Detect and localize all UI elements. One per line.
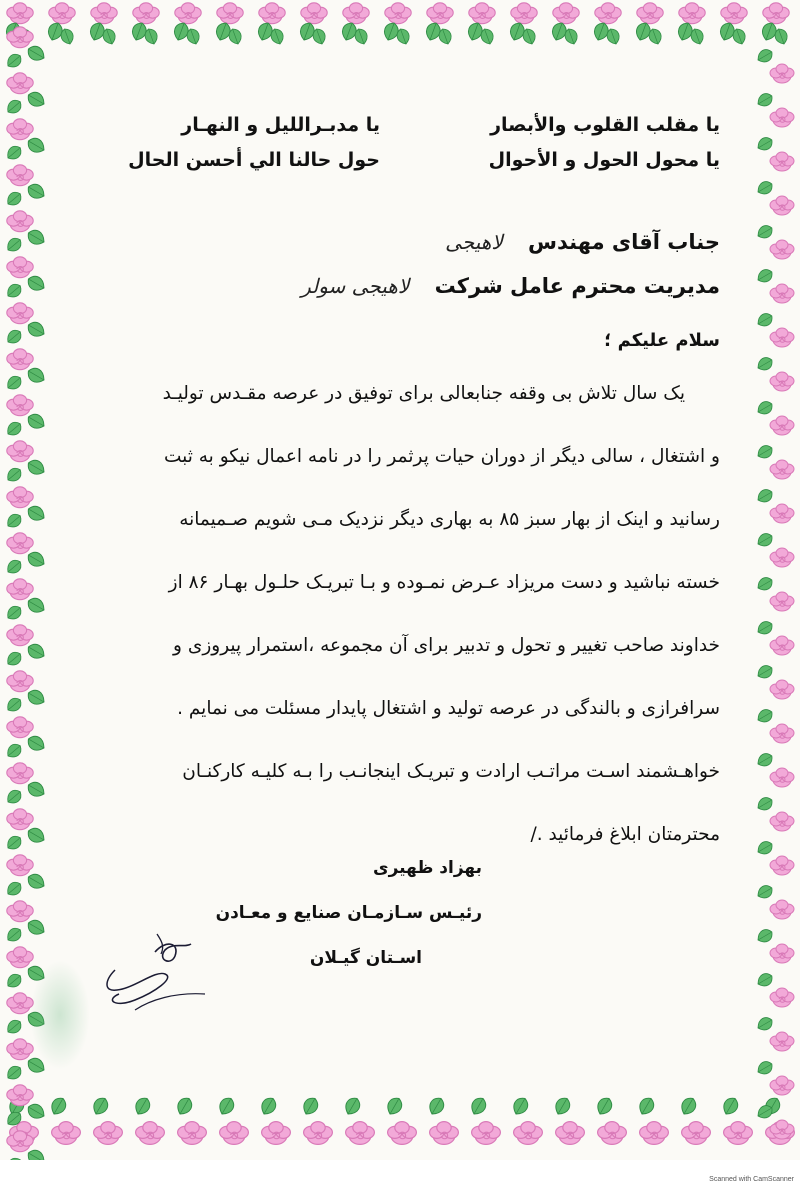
leaf-icon	[25, 825, 47, 846]
leaf-icon	[755, 619, 775, 637]
floral-border-top	[0, 0, 800, 58]
rose-icon	[136, 1122, 165, 1145]
rose-icon	[770, 196, 794, 215]
leaf-icon	[755, 223, 775, 241]
rose-icon	[91, 3, 117, 24]
leaf-icon	[510, 1095, 531, 1117]
leaf-icon	[25, 89, 47, 110]
address-title-1: جناب آقای مهندس	[528, 230, 720, 254]
rose-icon	[511, 3, 537, 24]
floral-border-right-art	[752, 0, 800, 1160]
rose-icon	[7, 763, 33, 784]
rose-icon	[770, 1120, 794, 1139]
leaf-icon	[132, 1095, 153, 1117]
invocation-block	[90, 108, 720, 178]
leaf-icon	[4, 97, 24, 116]
rose-icon	[770, 460, 794, 479]
rose-icon	[7, 671, 33, 692]
rose-icon	[770, 284, 794, 303]
rose-icon	[770, 592, 794, 611]
rose-icon	[7, 901, 33, 922]
rose-icon	[259, 3, 285, 24]
rose-icon	[553, 3, 579, 24]
leaf-icon	[4, 1017, 24, 1036]
rose-icon	[7, 303, 33, 324]
letter-body	[90, 362, 720, 866]
leaf-icon	[258, 1095, 279, 1117]
leaf-icon	[25, 135, 47, 156]
rose-icon	[7, 165, 33, 186]
leaf-icon	[25, 733, 47, 754]
leaf-icon	[4, 925, 24, 944]
rose-icon	[770, 64, 794, 83]
body-line: یک سال تلاش بی وقفه جنابعالی برای توفیق در عرصه مقـدس تولیـد	[162, 383, 685, 404]
rose-icon	[304, 1122, 333, 1145]
rose-icon	[770, 636, 794, 655]
signer-name: بهزاد ظهیری	[373, 858, 482, 878]
rose-icon	[724, 1122, 753, 1145]
leaf-icon	[755, 355, 775, 373]
rose-icon	[770, 900, 794, 919]
invocation-left-1: یا مدبـرالليل و النهـار	[181, 114, 380, 136]
leaf-icon	[25, 871, 47, 892]
rose-icon	[7, 1039, 33, 1060]
leaf-icon	[300, 1095, 321, 1117]
rose-icon	[770, 504, 794, 523]
rose-icon	[770, 1032, 794, 1051]
leaf-icon	[4, 235, 24, 254]
leaf-icon	[25, 641, 47, 662]
leaf-icon	[755, 91, 775, 109]
rose-icon	[640, 1122, 669, 1145]
rose-icon	[7, 27, 33, 48]
leaf-icon	[755, 663, 775, 681]
leaf-icon	[25, 365, 47, 386]
leaf-icon	[755, 1059, 775, 1077]
leaf-icon	[755, 971, 775, 989]
rose-icon	[770, 988, 794, 1007]
rose-icon	[388, 1122, 417, 1145]
rose-icon	[682, 1122, 711, 1145]
invocation-row-2	[90, 143, 720, 178]
rose-icon	[514, 1122, 543, 1145]
rose-icon	[770, 812, 794, 831]
leaf-icon	[720, 1095, 741, 1117]
leaf-icon	[755, 1015, 775, 1033]
leaf-icon	[755, 179, 775, 197]
rose-icon	[7, 119, 33, 140]
handwritten-recipient-name: لاهیجی	[445, 230, 503, 254]
leaf-icon	[755, 1103, 775, 1121]
signer-title: رئیـس سـازمـان صنایع و معـادن	[215, 903, 482, 923]
leaf-icon	[25, 227, 47, 248]
leaf-icon	[552, 1095, 573, 1117]
leaf-icon	[4, 787, 24, 806]
leaf-icon	[4, 465, 24, 484]
floral-border-bottom	[0, 1090, 800, 1160]
leaf-icon	[755, 399, 775, 417]
leaf-icon	[468, 1095, 489, 1117]
rose-icon	[770, 372, 794, 391]
greeting: سلام علیکم ؛	[604, 330, 720, 351]
leaf-icon	[4, 1063, 24, 1082]
leaf-icon	[755, 47, 775, 65]
leaf-icon	[25, 43, 47, 64]
rose-icon	[7, 809, 33, 830]
scanner-watermark: Scanned with CamScanner	[709, 1176, 794, 1183]
leaf-icon	[384, 1095, 405, 1117]
leaf-icon	[755, 707, 775, 725]
invocation-right-2: یا محول الحول و الأحوال	[488, 149, 720, 171]
floral-border-right	[752, 0, 800, 1160]
leaf-icon	[25, 181, 47, 202]
invocation-right-1: یا مقلب القلوب والأبصار	[490, 114, 720, 136]
address-line-1	[90, 220, 720, 264]
leaf-icon	[755, 487, 775, 505]
leaf-icon	[216, 1095, 237, 1117]
leaf-icon	[4, 1109, 24, 1128]
rose-icon	[7, 211, 33, 232]
leaf-icon	[25, 1101, 47, 1122]
leaf-icon	[426, 1095, 447, 1117]
leaf-icon	[25, 319, 47, 340]
rose-icon	[262, 1122, 291, 1145]
rose-icon	[94, 1122, 123, 1145]
leaf-icon	[4, 281, 24, 300]
body-line: سرافرازی و بالندگی در عرصه تولید و اشتغال پایدار مسئلت می نمایم .	[177, 698, 720, 719]
rose-icon	[7, 441, 33, 462]
leaf-icon	[678, 1095, 699, 1117]
rose-icon	[595, 3, 621, 24]
leaf-icon	[4, 143, 24, 162]
leaf-icon	[755, 443, 775, 461]
rose-icon	[220, 1122, 249, 1145]
leaf-icon	[4, 373, 24, 392]
leaf-icon	[755, 751, 775, 769]
leaf-icon	[755, 839, 775, 857]
leaf-icon	[4, 557, 24, 576]
body-line: رسانید و اینک از بهار سبز ۸۵ به بهاری دیگر نزدیک مـی شویم صـمیمانه	[179, 509, 720, 530]
rose-icon	[770, 108, 794, 127]
rose-icon	[770, 724, 794, 743]
rose-icon	[430, 1122, 459, 1145]
leaf-icon	[4, 971, 24, 990]
rose-icon	[679, 3, 705, 24]
invocation-left-2: حول حالنا الي أحسن الحال	[128, 149, 380, 171]
leaf-icon	[755, 311, 775, 329]
leaf-icon	[25, 595, 47, 616]
rose-icon	[133, 3, 159, 24]
rose-icon	[770, 548, 794, 567]
rose-icon	[770, 1076, 794, 1095]
leaf-icon	[4, 603, 24, 622]
leaf-icon	[174, 1095, 195, 1117]
rose-icon	[770, 240, 794, 259]
rose-icon	[472, 1122, 501, 1145]
leaf-icon	[25, 411, 47, 432]
leaf-icon	[4, 833, 24, 852]
rose-icon	[7, 625, 33, 646]
leaf-icon	[4, 189, 24, 208]
rose-icon	[770, 768, 794, 787]
scanner-footer	[0, 1160, 800, 1186]
body-line: خواهـشمند اسـت مراتـب ارادت و تبریـک اینجانـب را بـه کلیـه کارکنـان	[182, 761, 720, 782]
rose-icon	[469, 3, 495, 24]
leaf-icon	[755, 531, 775, 549]
leaf-icon	[25, 687, 47, 708]
rose-icon	[7, 579, 33, 600]
rose-icon	[7, 855, 33, 876]
leaf-icon	[25, 457, 47, 478]
leaf-icon	[25, 503, 47, 524]
leaf-icon	[755, 795, 775, 813]
leaf-icon	[755, 575, 775, 593]
leaf-icon	[25, 549, 47, 570]
rose-icon	[7, 1085, 33, 1106]
address-title-2: مدیریت محترم عامل شرکت	[434, 274, 720, 298]
address-line-2	[90, 264, 720, 308]
leaf-icon	[755, 883, 775, 901]
leaf-icon	[755, 267, 775, 285]
rose-icon	[598, 1122, 627, 1145]
rose-icon	[770, 944, 794, 963]
rose-icon	[770, 328, 794, 347]
signer-province: اسـتان گیـلان	[309, 948, 422, 968]
leaf-icon	[4, 741, 24, 760]
leaf-icon	[4, 419, 24, 438]
handwritten-company-name: لاهیجی سولر	[301, 274, 410, 298]
body-line: و اشتغال ، سالی دیگر از دوران حیات پرثمر را در نامه اعمال نیکو به ثبت	[163, 446, 720, 467]
rose-icon	[7, 395, 33, 416]
floral-border-top-art	[0, 0, 800, 58]
rose-icon	[7, 947, 33, 968]
leaf-icon	[755, 135, 775, 153]
rose-icon	[556, 1122, 585, 1145]
body-line: محترمتان ابلاغ فرمائید ./	[530, 824, 720, 845]
recipient-address	[90, 220, 720, 308]
leaf-icon	[4, 695, 24, 714]
signature-block	[162, 846, 482, 981]
leaf-icon	[25, 1147, 47, 1160]
leaf-icon	[636, 1095, 657, 1117]
rose-icon	[343, 3, 369, 24]
rose-icon	[7, 1131, 33, 1152]
leaf-icon	[4, 511, 24, 530]
rose-icon	[7, 73, 33, 94]
rose-icon	[7, 349, 33, 370]
rose-icon	[7, 717, 33, 738]
rose-icon	[7, 487, 33, 508]
leaf-icon	[4, 51, 24, 70]
rose-icon	[346, 1122, 375, 1145]
leaf-icon	[755, 927, 775, 945]
leaf-icon	[90, 1095, 111, 1117]
leaf-icon	[4, 327, 24, 346]
rose-icon	[770, 416, 794, 435]
leaf-icon	[4, 649, 24, 668]
rose-icon	[7, 257, 33, 278]
floral-border-bottom-art	[0, 1090, 800, 1160]
invocation-row-1	[90, 108, 720, 143]
rose-icon	[770, 680, 794, 699]
ink-stain	[30, 960, 90, 1070]
rose-icon	[385, 3, 411, 24]
rose-icon	[770, 152, 794, 171]
rose-icon	[721, 3, 747, 24]
leaf-icon	[25, 917, 47, 938]
leaf-icon	[4, 879, 24, 898]
leaf-icon	[342, 1095, 363, 1117]
body-line: خداوند صاحب تغییر و تحول و تدبیر برای آن مجموعه ،استمرار پیروزی و	[173, 635, 720, 656]
rose-icon	[217, 3, 243, 24]
rose-icon	[175, 3, 201, 24]
leaf-icon	[594, 1095, 615, 1117]
rose-icon	[427, 3, 453, 24]
leaf-icon	[25, 779, 47, 800]
rose-icon	[301, 3, 327, 24]
leaf-icon	[25, 273, 47, 294]
rose-icon	[770, 856, 794, 875]
rose-icon	[7, 533, 33, 554]
rose-icon	[178, 1122, 207, 1145]
body-line: خسته نباشید و دست مریزاد عـرض نمـوده و بـا تبریـک حلـول بهـار ۸۶ از	[168, 572, 720, 593]
rose-icon	[637, 3, 663, 24]
